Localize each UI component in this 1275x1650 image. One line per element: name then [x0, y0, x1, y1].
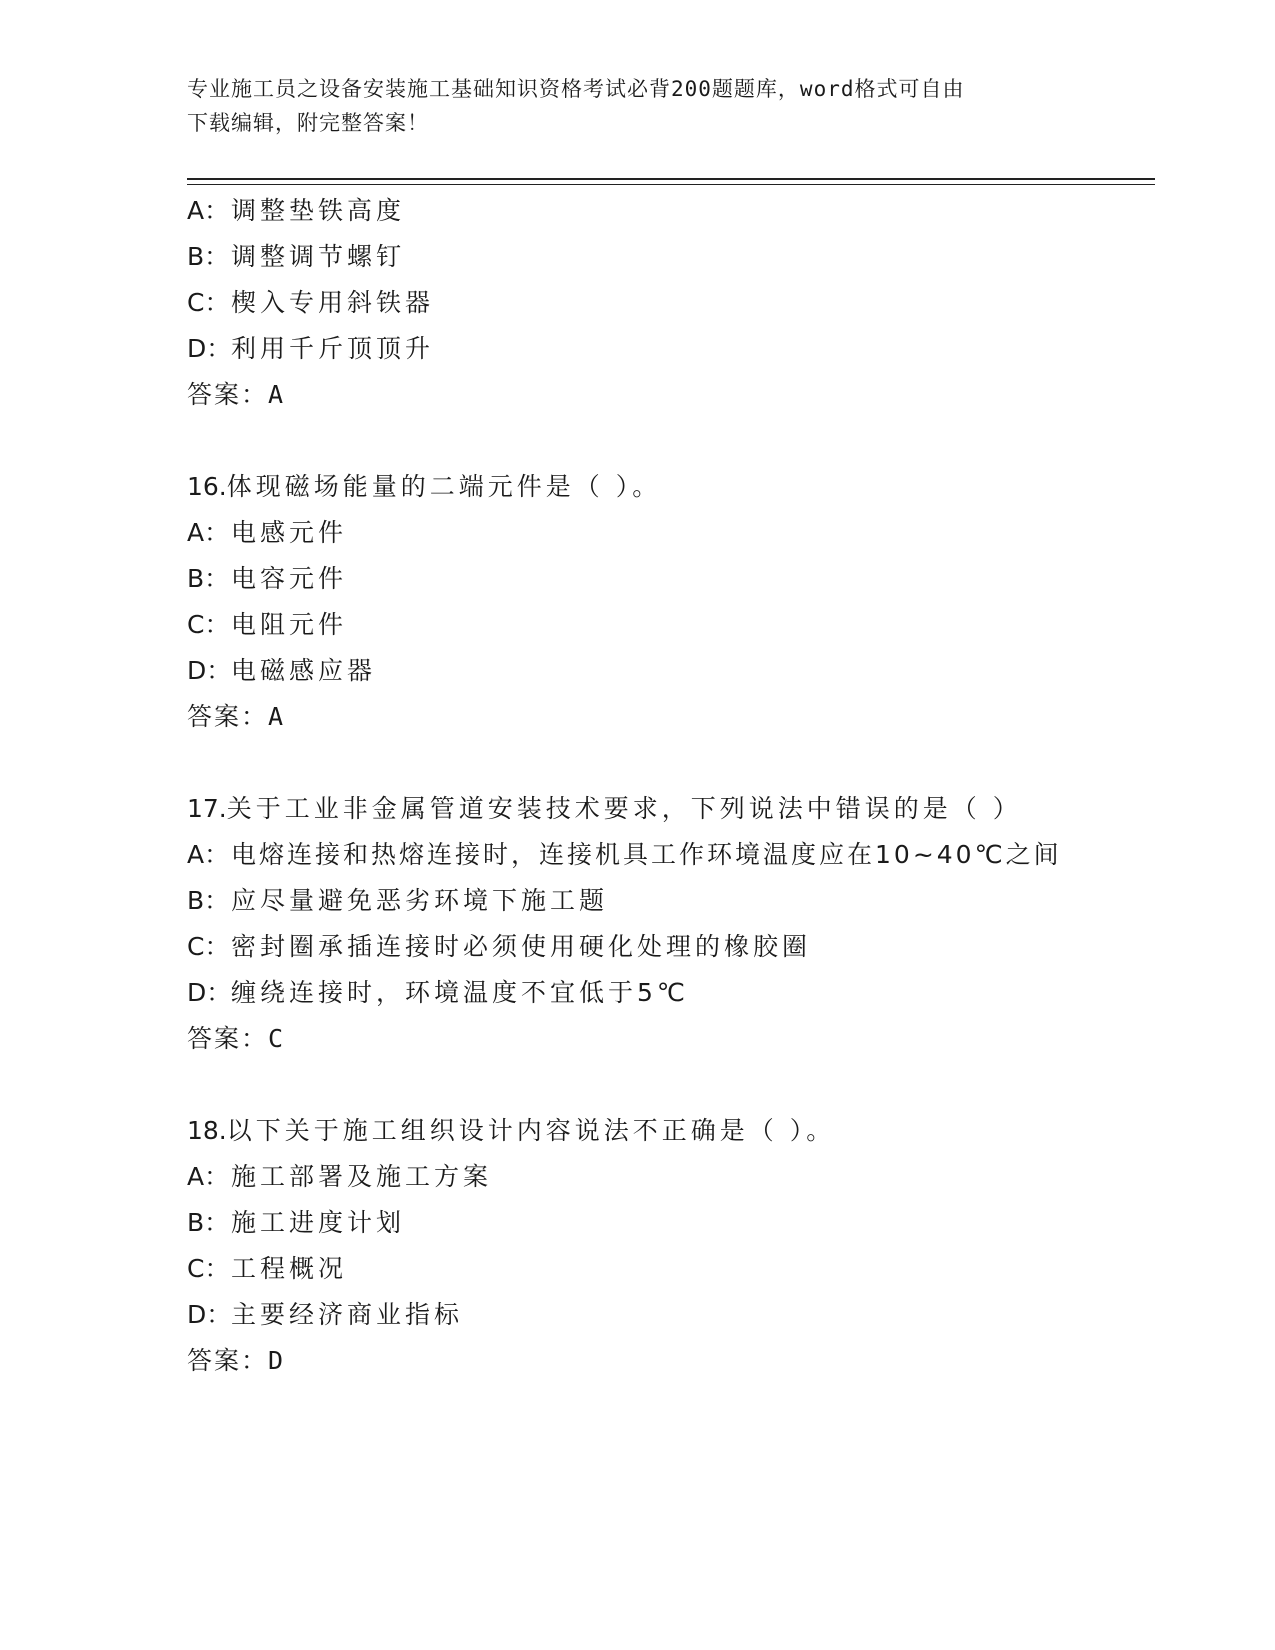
- option-a: [187, 188, 1147, 234]
- option-a: [187, 832, 1147, 878]
- option-b: [187, 1200, 1147, 1246]
- option-text: 楔入专用斜铁器: [231, 288, 435, 317]
- option-c: [187, 280, 1147, 326]
- question-number: 18.: [187, 1116, 227, 1145]
- option-text: 调整调节螺钉: [231, 242, 406, 271]
- answer-line: 答案：A: [187, 702, 286, 731]
- option-a: [187, 1154, 1147, 1200]
- option-letter: A：: [187, 196, 230, 225]
- option-text: 调整垫铁高度: [231, 196, 406, 225]
- option-text: 电容元件: [231, 564, 348, 593]
- question-number: 17.: [187, 794, 227, 823]
- answer-line: 答案：A: [187, 380, 286, 409]
- option-letter: B：: [187, 886, 230, 915]
- option-letter: A：: [187, 518, 230, 547]
- option-text: 施工部署及施工方案: [231, 1162, 493, 1191]
- option-b: [187, 234, 1147, 280]
- question-block-17: [187, 786, 1147, 1062]
- question-text: 以下关于施工组织设计内容说法不正确是（ ）。: [226, 1116, 836, 1145]
- option-a: [187, 510, 1147, 556]
- option-letter: C：: [187, 288, 230, 317]
- question-stem: [187, 1108, 1147, 1154]
- option-letter: C：: [187, 1254, 230, 1283]
- option-text: 电磁感应器: [231, 656, 377, 685]
- option-letter: D：: [187, 978, 232, 1007]
- option-d: [187, 326, 1147, 372]
- option-d: [187, 1292, 1147, 1338]
- option-text: 利用千斤顶顶升: [231, 334, 435, 363]
- option-letter: A：: [187, 840, 230, 869]
- option-d: [187, 648, 1147, 694]
- option-d: [187, 970, 1147, 1016]
- option-text: 应尽量避免恶劣环境下施工题: [231, 886, 609, 915]
- option-text: 密封圈承插连接时必须使用硬化处理的橡胶圈: [231, 932, 812, 961]
- option-text: 电感元件: [231, 518, 348, 547]
- question-text: 体现磁场能量的二端元件是（ ）。: [226, 472, 662, 501]
- option-text: 缠绕连接时，环境温度不宜低于5℃: [231, 978, 689, 1007]
- option-letter: D：: [187, 334, 232, 363]
- option-c: [187, 924, 1147, 970]
- option-b: [187, 878, 1147, 924]
- option-letter: B：: [187, 1208, 230, 1237]
- header-title-line-2: 下载编辑，附完整答案！: [187, 111, 429, 135]
- header-title-line-1: 专业施工员之设备安装施工基础知识资格考试必背200题题库，word格式可自由: [187, 77, 965, 101]
- question-block-15: [187, 188, 1147, 418]
- question-number: 16.: [187, 472, 227, 501]
- header-divider-thin: [187, 184, 1155, 185]
- option-letter: B：: [187, 242, 230, 271]
- option-letter: D：: [187, 656, 232, 685]
- option-c: [187, 602, 1147, 648]
- answer-line: 答案：C: [187, 1024, 286, 1053]
- option-c: [187, 1246, 1147, 1292]
- question-text: 关于工业非金属管道安装技术要求，下列说法中错误的是（ ）: [226, 794, 1022, 823]
- option-letter: B：: [187, 564, 230, 593]
- option-text: 电熔连接和热熔连接时，连接机具工作环境温度应在10~40℃之间: [231, 840, 1062, 869]
- question-block-16: [187, 464, 1147, 740]
- document-header: [187, 72, 1087, 140]
- option-letter: D：: [187, 1300, 232, 1329]
- header-divider-thick: [187, 178, 1155, 180]
- question-stem: [187, 464, 1147, 510]
- option-text: 施工进度计划: [231, 1208, 406, 1237]
- option-b: [187, 556, 1147, 602]
- option-letter: C：: [187, 932, 230, 961]
- option-letter: C：: [187, 610, 230, 639]
- option-text: 工程概况: [231, 1254, 348, 1283]
- option-text: 主要经济商业指标: [231, 1300, 464, 1329]
- answer-line: 答案：D: [187, 1346, 286, 1375]
- question-block-18: [187, 1108, 1147, 1384]
- option-text: 电阻元件: [231, 610, 348, 639]
- question-stem: [187, 786, 1147, 832]
- option-letter: A：: [187, 1162, 230, 1191]
- question-list: [187, 188, 1147, 1384]
